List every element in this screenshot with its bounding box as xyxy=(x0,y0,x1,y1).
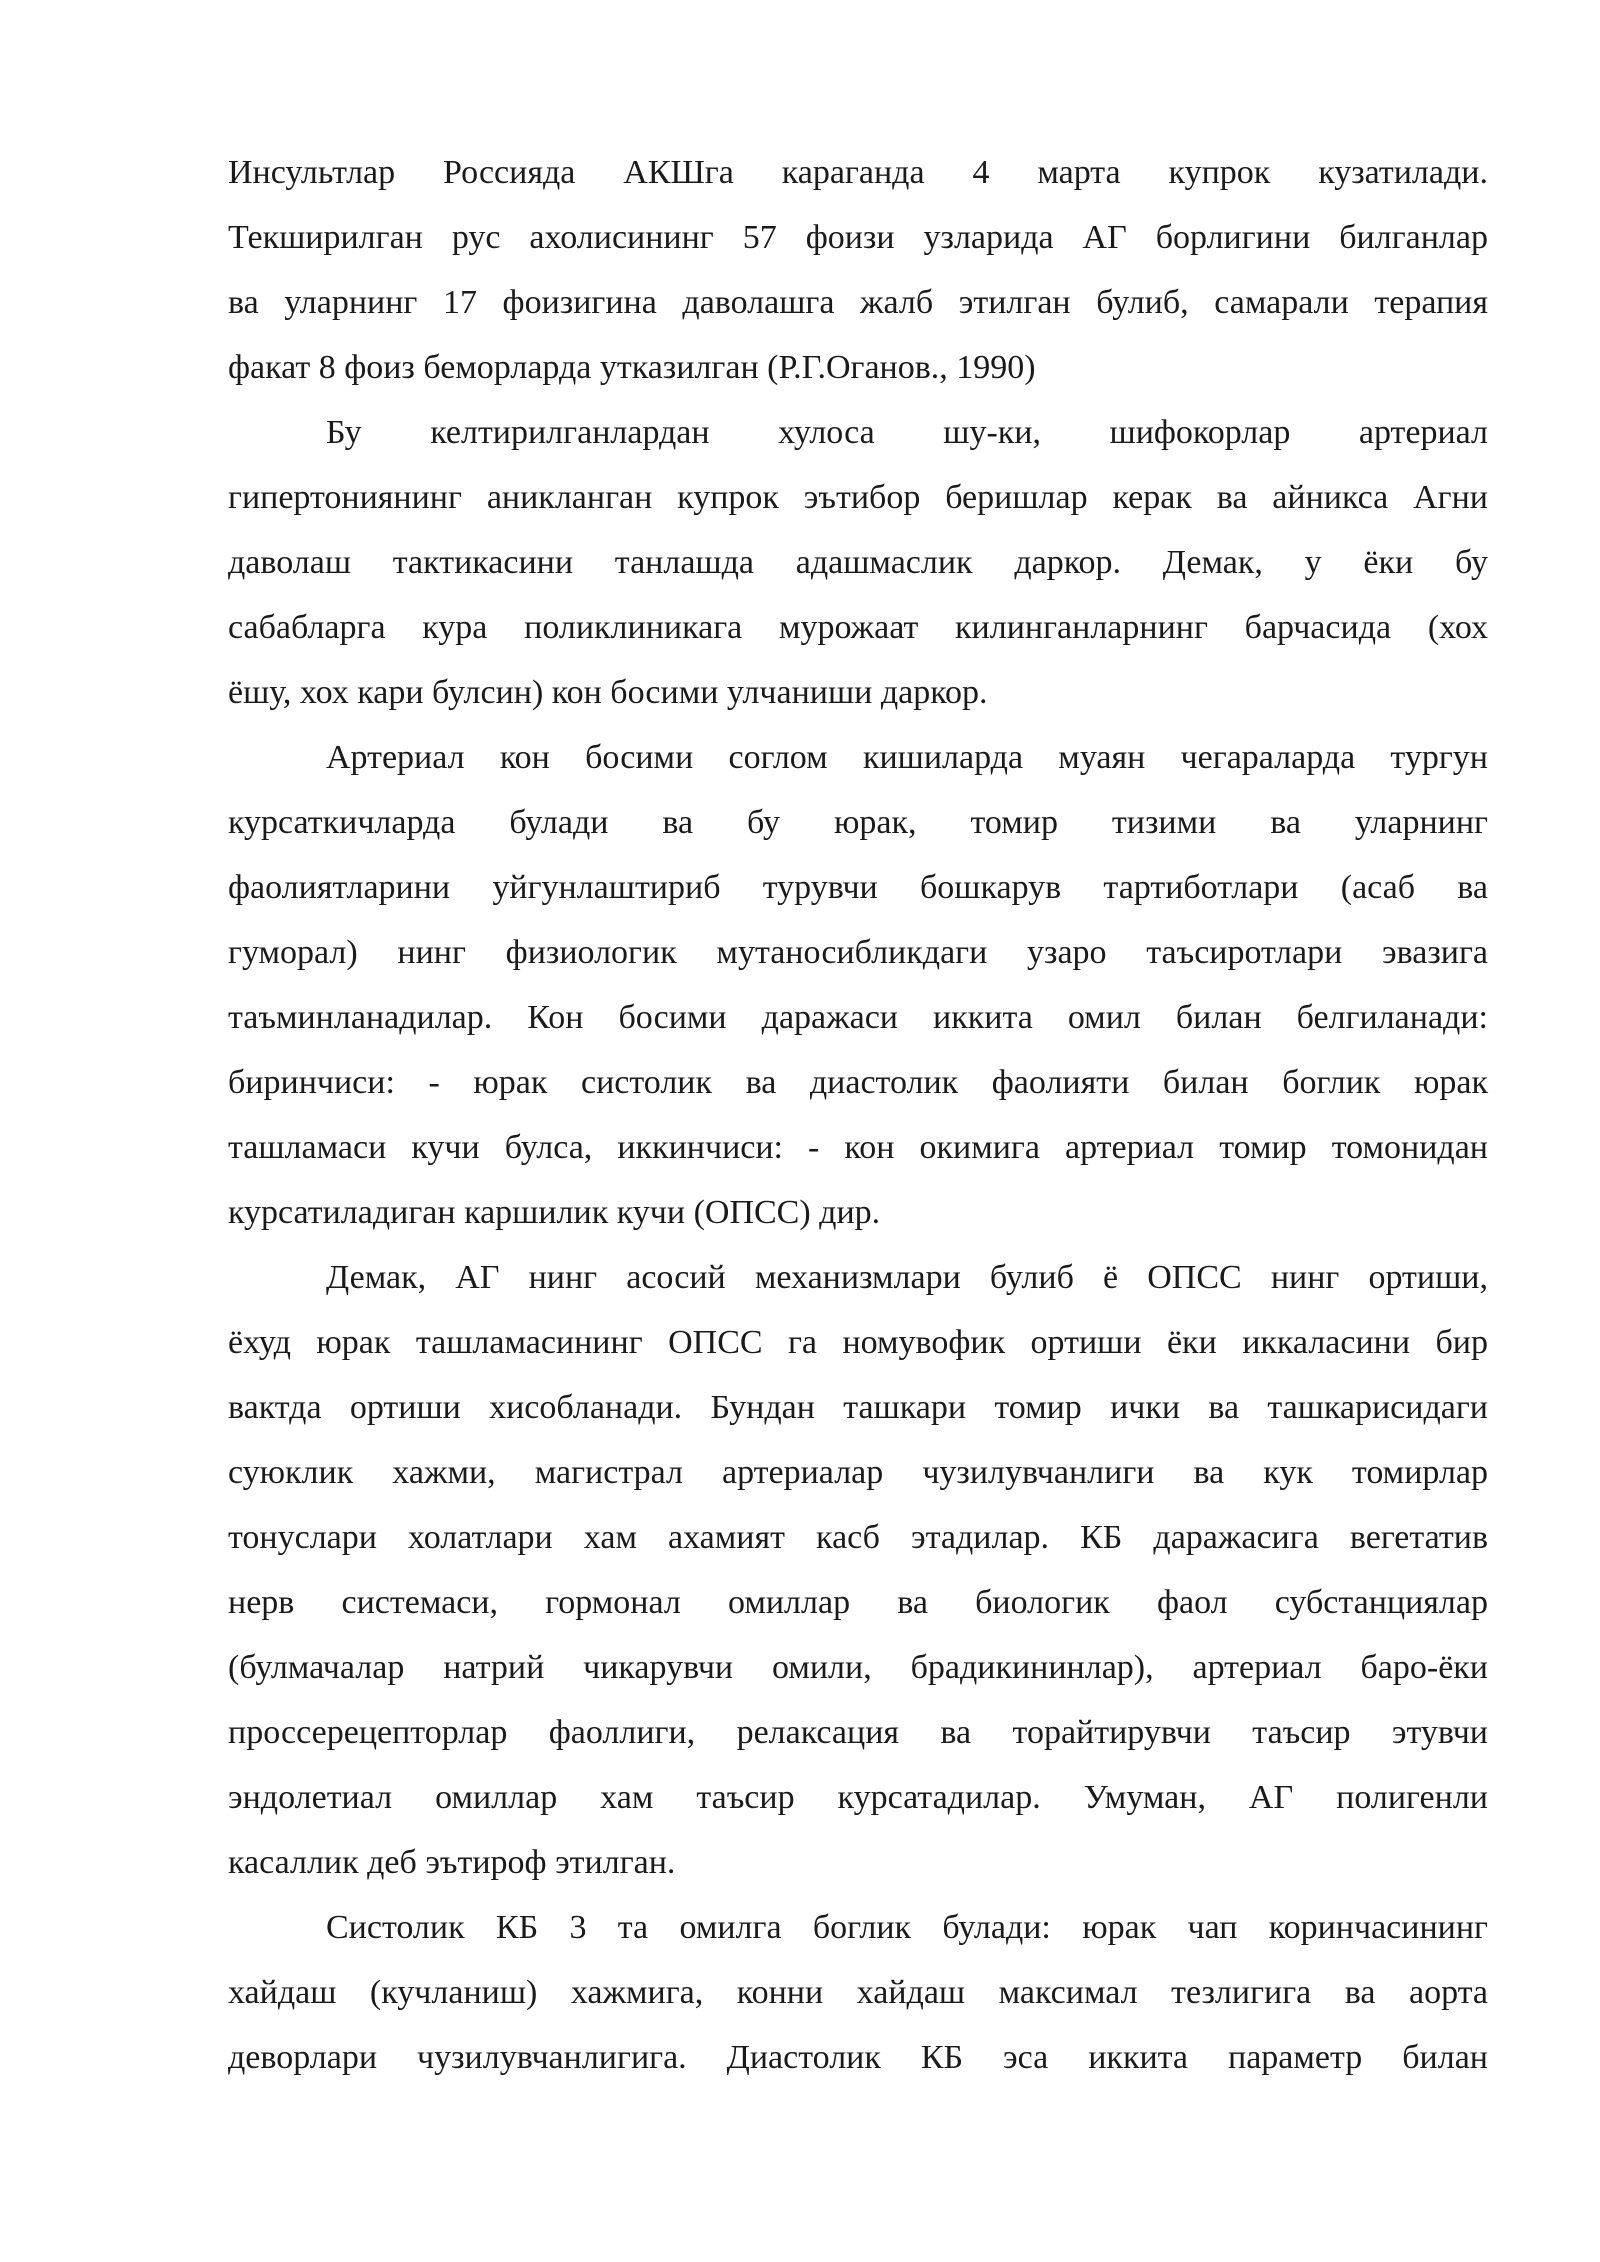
text-line: ташламаси кучи булса, иккинчиси: - кон окимига артериал томир томонидан xyxy=(228,1129,1488,1166)
text-line: Демак, АГ нинг асосий механизмлари булиб ё ОПСС нинг ортиши, xyxy=(326,1259,1488,1296)
text-line: ёшу, хох кари булсин) кон босими улчаниши даркор. xyxy=(228,674,988,711)
paragraph-2 xyxy=(228,400,1488,725)
paragraph-5 xyxy=(228,1895,1488,2090)
document-page xyxy=(228,140,1488,2090)
text-line: таъминланадилар. Кон босими даражаси иккита омил билан белгиланади: xyxy=(228,999,1488,1036)
text-line: курсаткичларда булади ва бу юрак, томир тизими ва уларнинг xyxy=(228,804,1488,841)
text-line: проссерецепторлар фаоллиги, релаксация ва торайтирувчи таъсир этувчи xyxy=(228,1714,1488,1751)
text-line: Систолик КБ 3 та омилга боглик булади: юрак чап коринчасининг xyxy=(326,1909,1488,1946)
text-line: нерв системаси, гормонал омиллар ва биологик фаол субстанциялар xyxy=(228,1584,1488,1621)
text-line: Артериал кон босими соглом кишиларда муаян чегараларда тургун xyxy=(326,739,1488,776)
text-line: суюклик хажми, магистрал артериалар чузилувчанлиги ва кук томирлар xyxy=(228,1454,1488,1491)
text-line: (булмачалар натрий чикарувчи омили, брадикининлар), артериал баро-ёки xyxy=(228,1649,1488,1686)
text-line: хайдаш (кучланиш) хажмига, конни хайдаш максимал тезлигига ва аорта xyxy=(228,1974,1488,2011)
text-line: касаллик деб эътироф этилган. xyxy=(228,1844,676,1881)
text-line: гуморал) нинг физиологик мутаносибликдаги узаро таъсиротлари эвазига xyxy=(228,934,1488,971)
paragraph-3 xyxy=(228,725,1488,1245)
text-line: факат 8 фоиз беморларда утказилган (Р.Г.Оганов., 1990) xyxy=(228,349,1036,386)
text-line: биринчиси: - юрак систолик ва диастолик фаолияти билан боглик юрак xyxy=(228,1064,1488,1101)
text-line: даволаш тактикасини танлашда адашмаслик даркор. Демак, у ёки бу xyxy=(228,544,1488,581)
paragraph-4 xyxy=(228,1245,1488,1895)
text-line: деворлари чузилувчанлигига. Диастолик КБ эса иккита параметр билан xyxy=(228,2039,1488,2076)
text-line: тонуслари холатлари хам ахамият касб этадилар. КБ даражасига вегетатив xyxy=(228,1519,1488,1556)
text-line: Инсультлар Россияда АКШга караганда 4 марта купрок кузатилади. xyxy=(228,154,1488,191)
text-line: курсатиладиган каршилик кучи (ОПСС) дир. xyxy=(228,1194,881,1231)
text-line: гипертониянинг аникланган купрок эътибор беришлар керак ва айникса Агни xyxy=(228,479,1488,516)
text-line: сабабларга кура поликлиникага мурожаат килинганларнинг барчасида (хох xyxy=(228,609,1488,646)
text-line: ёхуд юрак ташламасининг ОПСС га номувофик ортиши ёки иккаласини бир xyxy=(228,1324,1488,1361)
text-line: Текширилган рус ахолисининг 57 фоизи узларида АГ борлигини билганлар xyxy=(228,219,1488,256)
text-line: ва уларнинг 17 фоизигина даволашга жалб этилган булиб, самарали терапия xyxy=(228,284,1488,321)
paragraph-1 xyxy=(228,140,1488,400)
text-line: вактда ортиши хисобланади. Бундан ташкари томир ички ва ташкарисидаги xyxy=(228,1389,1488,1426)
text-line: эндолетиал омиллар хам таъсир курсатадилар. Умуман, АГ полигенли xyxy=(228,1779,1488,1816)
text-line: фаолиятларини уйгунлаштириб турувчи бошкарув тартиботлари (асаб ва xyxy=(228,869,1488,906)
text-line: Бу келтирилганлардан хулоса шу-ки, шифокорлар артериал xyxy=(326,414,1488,451)
